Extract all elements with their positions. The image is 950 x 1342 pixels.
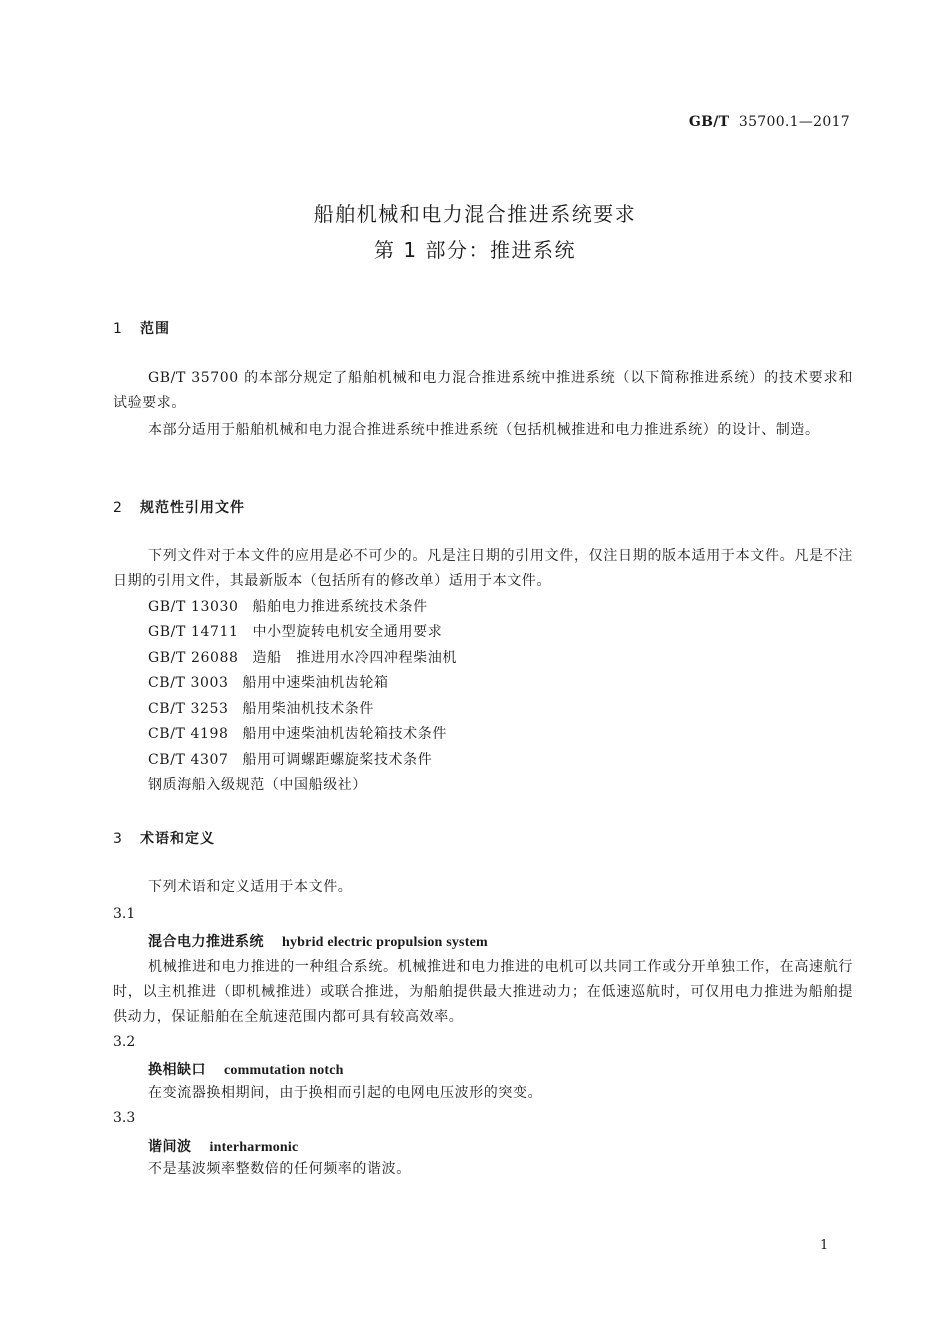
reference-item: CB/T 3253 船用柴油机技术条件	[148, 701, 374, 717]
term-definition: 机械推进和电力推进的一种组合系统。机械推进和电力推进的电机可以共同工作或分开单独工作，在高速航行时，以主机推进（即机械推进）或联合推进，为船舶提供最大推进动力；在低速巡航时，可仅用电力推进为船舶提供动力，保证船舶在全航速范围内都可具有较高效率。	[113, 959, 853, 1025]
term-title: 混合电力推进系统 hybrid electric propulsion system	[148, 934, 488, 950]
term-definition: 在变流器换相期间，由于换相而引起的电网电压波形的突变。	[148, 1085, 543, 1101]
reference-item: GB/T 14711 中小型旋转电机安全通用要求	[148, 624, 443, 640]
section-heading-references: 2 规范性引用文件	[113, 500, 245, 516]
reference-item: CB/T 4198 船用中速柴油机齿轮箱技术条件	[148, 726, 447, 742]
document-subtitle: 第 1 部分：推进系统	[374, 238, 576, 262]
reference-item-ccs-rules: 钢质海船入级规范（中国船级社）	[148, 777, 367, 793]
reference-item: CB/T 4307 船用可调螺距螺旋桨技术条件	[148, 752, 433, 768]
terms-intro: 下列术语和定义适用于本文件。	[148, 879, 353, 895]
section-heading-terms: 3 术语和定义	[113, 831, 215, 847]
references-intro: 下列文件对于本文件的应用是必不可少的。凡是注日期的引用文件，仅注日期的版本适用于本文件。凡是不注日期的引用文件，其最新版本（包括所有的修改单）适用于本文件。	[113, 548, 853, 589]
reference-item: CB/T 3003 船用中速柴油机齿轮箱	[148, 675, 389, 691]
standard-code: GB/T 35700.1—2017	[688, 114, 850, 130]
document-title: 船舶机械和电力混合推进系统要求	[313, 202, 637, 226]
reference-item: GB/T 26088 造船 推进用水冷四冲程柴油机	[148, 650, 457, 666]
scope-paragraph-1: GB/T 35700 的本部分规定了船舶机械和电力混合推进系统中推进系统（以下简称推进系统）的技术要求和试验要求。	[113, 370, 853, 411]
page-number: 1	[820, 1238, 829, 1253]
term-number: 3.2	[113, 1034, 136, 1050]
term-definition: 不是基波频率整数倍的任何频率的谐波。	[148, 1161, 411, 1177]
scope-paragraph-2: 本部分适用于船舶机械和电力混合推进系统中推进系统（包括机械推进和电力推进系统）的设计、制造。	[148, 422, 820, 438]
reference-item: GB/T 13030 船舶电力推进系统技术条件	[148, 599, 428, 615]
term-number: 3.1	[113, 906, 136, 922]
section-heading-scope: 1 范围	[113, 321, 170, 337]
term-title: 谐间波 interharmonic	[148, 1139, 299, 1155]
term-number: 3.3	[113, 1110, 136, 1126]
term-title: 换相缺口 commutation notch	[148, 1062, 344, 1078]
